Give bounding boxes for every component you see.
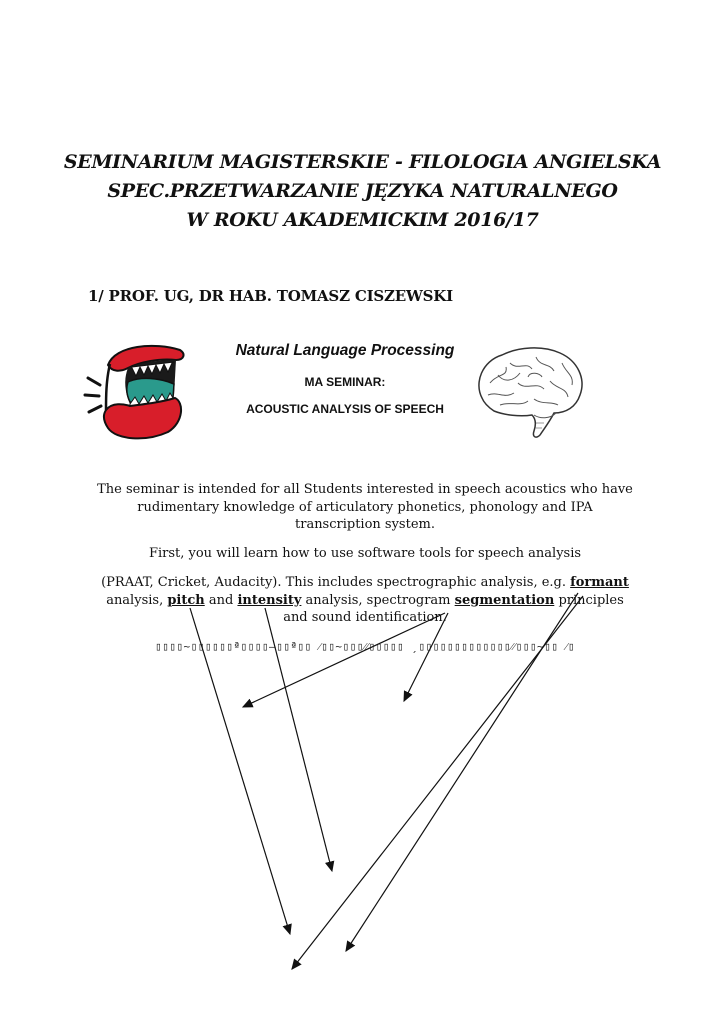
text-part: analysis, spectrogram — [301, 592, 455, 608]
intro-paragraph: The seminar is intended for all Students interested in speech acoustics who have rudimentary knowledge of articulatory phonetics, phonology and IPA transcription system. — [97, 482, 633, 532]
analysis-paragraph — [95, 574, 635, 627]
term-intensity: intensity — [237, 592, 302, 608]
banner-title: Natural Language Processing — [235, 342, 455, 359]
shouting-mouth-icon — [80, 340, 190, 445]
tools-paragraph: First, you will learn how to use software tools for speech analysis — [148, 546, 582, 561]
text-part: and — [204, 592, 238, 608]
supervisor-heading: 1/ PROF. UG, DR HAB. TOMASZ CISZEWSKI — [88, 287, 453, 305]
term-formant: formant — [570, 575, 629, 590]
title-line-3: W ROKU AKADEMICKIM 2016/17 — [186, 209, 539, 231]
brain-icon — [470, 343, 590, 443]
banner-topic: ACOUSTIC ANALYSIS OF SPEECH — [246, 402, 444, 416]
text-part: (PRAAT, Cricket, Audacity). This includes spectrographic analysis, e.g. — [101, 575, 571, 590]
arrow — [190, 608, 290, 934]
banner-seminar: MA SEMINAR: — [304, 375, 386, 389]
term-segmentation: segmentation — [454, 592, 555, 608]
document-title — [0, 148, 725, 235]
title-line-2: SPEC.PRZETWARZANIE JĘZYKA NATURALNEGO — [107, 180, 618, 202]
text-part: principles and sound identification. — [283, 592, 624, 625]
text-part: analysis, — [106, 592, 168, 608]
garbled-text-line: ▯▯▯▯~▯▯▯▯▯▯ª▯▯▯▯–▯▯ª▯▯ ⁄▯▯~▯▯▯⁄⁄▯▯▯▯▯ ˏ▯▯▯▯▯▯▯▯▯▯▯▯▯⁄⁄▯▯▯~▯▯ ⁄▯ — [154, 640, 575, 653]
arrow — [243, 613, 445, 707]
term-pitch: pitch — [167, 592, 205, 608]
title-line-1: SEMINARIUM MAGISTERSKIE - FILOLOGIA ANGIELSKA — [63, 151, 662, 173]
